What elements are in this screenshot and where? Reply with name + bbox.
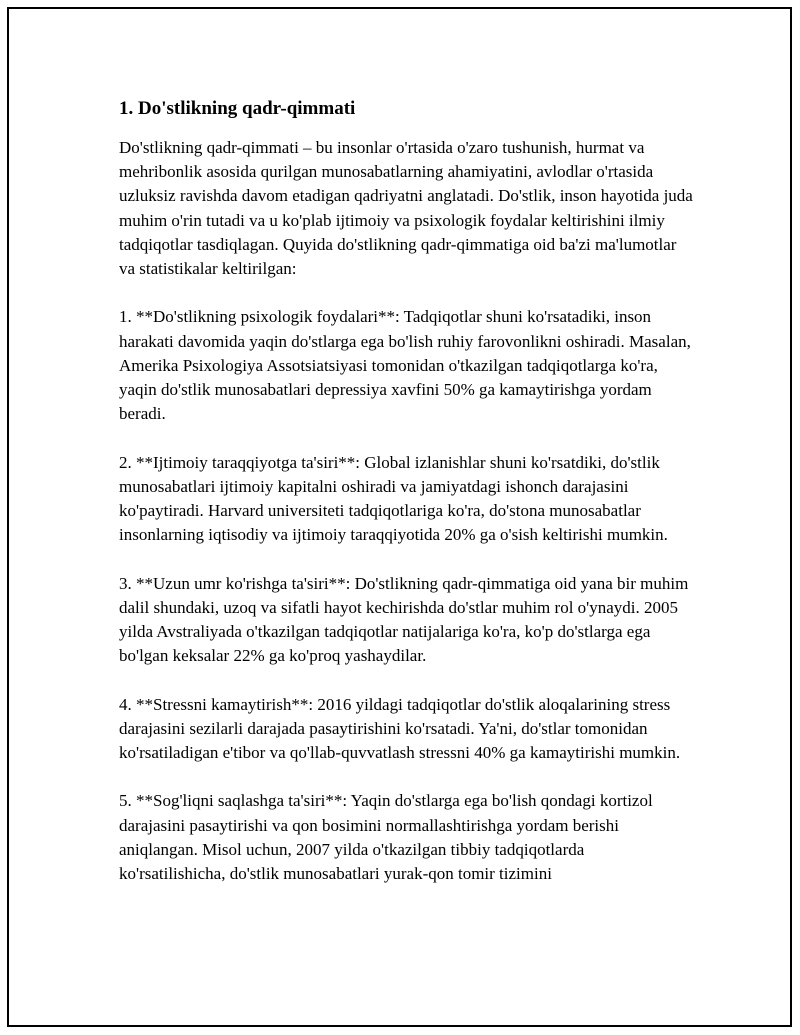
paragraph-item-2: 2. **Ijtimoiy taraqqiyotga ta'siri**: Global izlanishlar shuni ko'rsatdiki, do'stlik munosabatlari ijtimoiy kapitalni oshiradi va jamiyatdagi ishonch darajasini ko'paytiradi. Harvard universiteti tadqiqotlariga ko'ra, do'stona munosabatlar insonlarning iqtisodiy va ijtimoiy taraqqiyotida 20% ga o'sish keltirishi mumkin. xyxy=(119,452,668,545)
page-frame xyxy=(7,7,792,1027)
paragraph-item-4: 4. **Stressni kamaytirish**: 2016 yildagi tadqiqotlar do'stlik aloqalarining stress darajasini sezilarli darajada pasaytirishini ko'rsatadi. Ya'ni, do'stlar tomonidan ko'rsatiladigan e'tibor va qo'llab-quvvatlash stressni 40% ga kamaytirishi mumkin. xyxy=(119,694,681,763)
paragraph-item-1: 1. **Do'stlikning psixologik foydalari**: Tadqiqotlar shuni ko'rsatadiki, inson harakati davomida yaqin do'stlarga ega bo'lish ruhiy farovonlikni oshiradi. Masalan, Amerika Psixologiya Assotsiatsiyasi tomonidan o'tkazilgan tadqiqotlarga ko'ra, yaqin do'stlik munosabatlari depressiya xavfini 50% ga kamaytirishga yordam beradi. xyxy=(119,307,691,424)
paragraph-intro: Do'stlikning qadr-qimmati – bu insonlar o'rtasida o'zaro tushunish, hurmat va mehribonlik asosida qurilgan munosabatlarning ahamiyatini, avlodlar o'rtasida uzluksiz ravishda davom etadigan qadriyatni anglatadi. Do'stlik, inson hayotida juda muhim o'rin tutadi va u ko'plab ijtimoiy va psixologik foydalar keltirishini ilmiy tadqiqotlar tasdiqlagan. Quyida do'stlikning qadr-qimmatiga oid ba'zi ma'lumotlar va statistikalar keltirilgan: xyxy=(119,138,693,279)
document-body xyxy=(119,97,694,886)
paragraph-item-5: 5. **Sog'liqni saqlashga ta'siri**: Yaqin do'stlarga ega bo'lish qondagi kortizol darajasini pasaytirishi va qon bosimini normallashtirishga yordam berishi aniqlangan. Misol uchun, 2007 yilda o'tkazilgan tibbiy tadqiqotlarda ko'rsatilishicha, do'stlik munosabatlari yurak-qon tomir tizimini xyxy=(119,791,653,884)
section-title: 1. Do'stlikning qadr-qimmati xyxy=(119,98,356,119)
paragraph-item-3: 3. **Uzun umr ko'rishga ta'siri**: Do'stlikning qadr-qimmatiga oid yana bir muhim dalil shundaki, uzoq va sifatli hayot kechirishda do'stlar muhim rol o'ynaydi. 2005 yilda Avstraliyada o'tkazilgan tadqiqotlar natijalariga ko'ra, ko'p do'stlarga ega bo'lgan keksalar 22% ga ko'proq yashaydilar. xyxy=(119,573,689,666)
